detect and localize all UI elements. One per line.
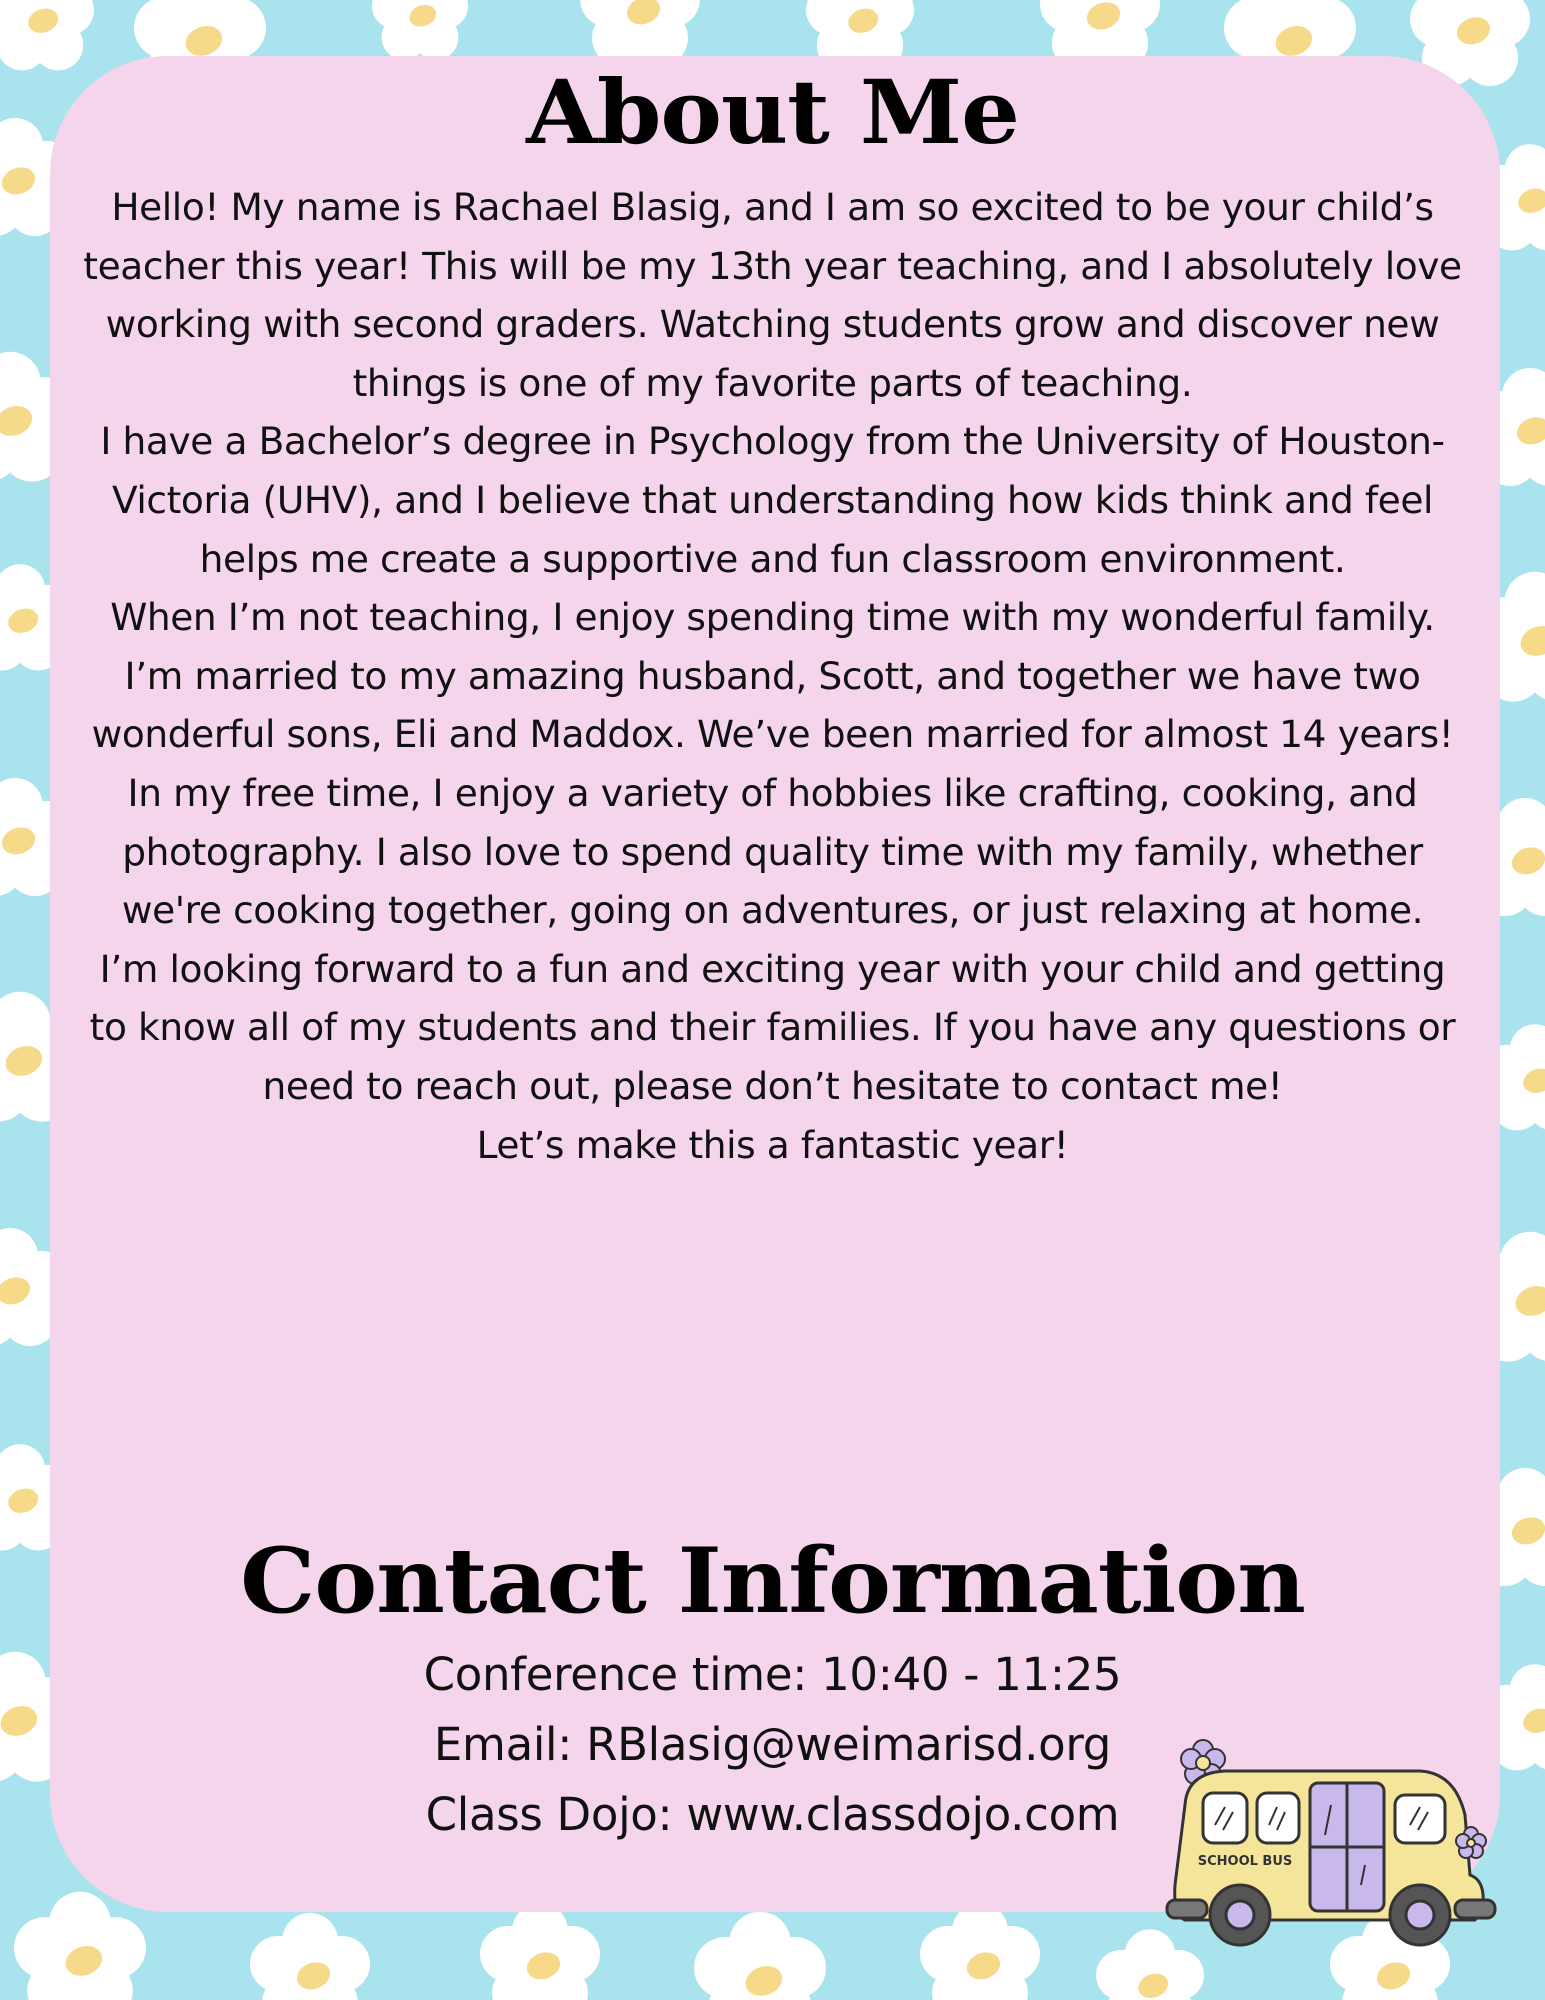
flower-icon — [372, 0, 468, 60]
contact-details — [290, 1640, 1255, 1850]
conference-time: Conference time: 10:40 - 11:25 — [423, 1648, 1122, 1701]
about-paragraph: In my free time, I enjoy a variety of hobbies like crafting, cooking, and photography. I also love to spend quality time with my family, whether we're cooking together, going on adventures, or just relaxing at home. — [121, 770, 1424, 933]
about-paragraph: Hello! My name is Rachael Blasig, and I am so excited to be your child’s teacher this year! This will be my 13th year teaching, and I absolutely love working with second graders. Watching students grow and discover new things is one of my favorite parts of teaching. — [83, 185, 1462, 405]
school-bus-icon — [1165, 1735, 1505, 1950]
about-me-heading: About Me — [526, 60, 1019, 164]
about-me-body — [80, 178, 1465, 1174]
about-paragraph: I have a Bachelor’s degree in Psychology from the University of Houston-Victoria (UHV), and I believe that understanding how kids think and feel helps me create a supportive and fun classroom environment. — [100, 419, 1445, 581]
about-paragraph: When I’m not teaching, I enjoy spending time with my wonderful family. I’m married to my amazing husband, Scott, and together we have two wonderful sons, Eli and Maddox. We’ve been married for almost 14 years! — [91, 595, 1454, 757]
about-paragraph: I’m looking forward to a fun and exciting year with your child and getting to know all of my students and their families. If you have any questions or need to reach out, please don’t hesitate to contact me! — [89, 946, 1456, 1108]
about-closing: Let’s make this a fantastic year! — [476, 1122, 1069, 1167]
class-dojo-link: Class Dojo: www.classdojo.com — [425, 1788, 1120, 1841]
bus-label: SCHOOL BUS — [1197, 1854, 1293, 1869]
contact-information-heading: Contact Information — [240, 1528, 1305, 1634]
email-address: Email: RBlasig@weimarisd.org — [433, 1718, 1112, 1771]
